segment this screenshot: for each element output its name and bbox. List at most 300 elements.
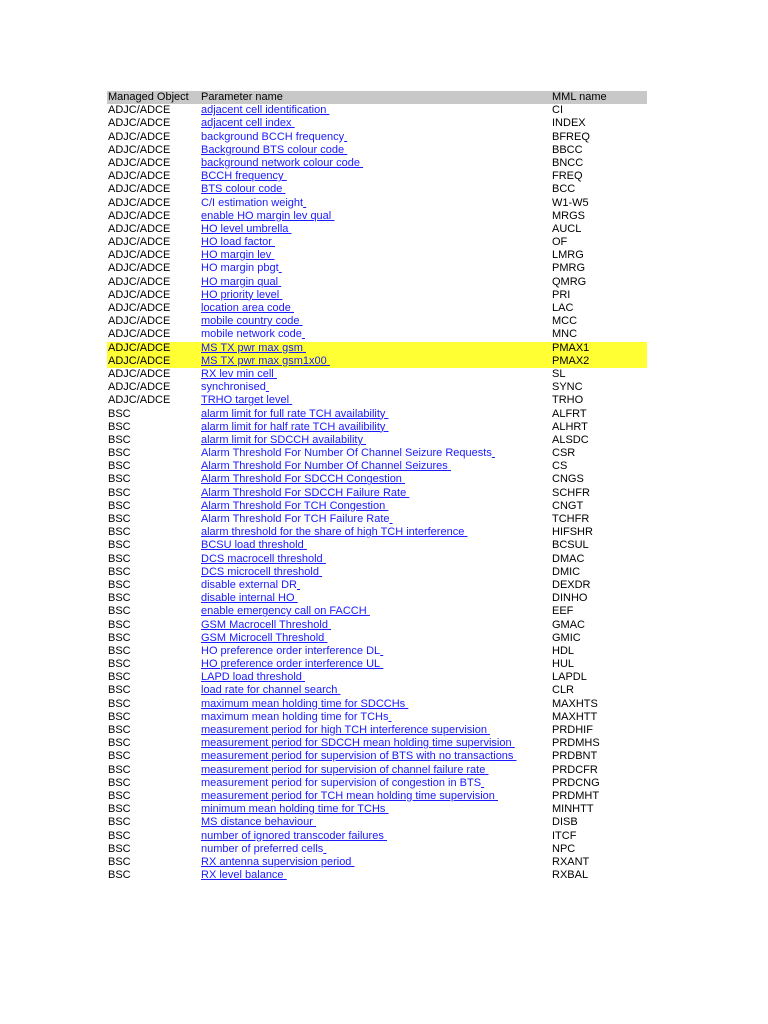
parameter-name-link[interactable] (201, 421, 388, 434)
managed-object-cell: BSC (108, 724, 131, 736)
parameter-name-text[interactable]: GSM Macrocell Threshold (201, 618, 328, 631)
mml-name-cell: MAXHTS (552, 697, 598, 710)
table-row (107, 632, 647, 645)
parameter-name-text[interactable]: measurement period for high TCH interference supervision (201, 724, 487, 736)
managed-object-cell: BSC (108, 671, 131, 684)
parameter-name-text[interactable]: RX lev min cell (201, 367, 274, 380)
managed-object-cell: BSC (108, 816, 131, 829)
mml-name-cell: CS (552, 460, 568, 473)
parameter-name-text[interactable]: number of ignored transcoder failures (201, 829, 384, 842)
parameter-name-link[interactable] (201, 183, 285, 196)
parameter-name-text[interactable]: background BCCH frequency (201, 130, 345, 143)
parameter-name-text[interactable]: Alarm Threshold For TCH Failure Rate (201, 513, 390, 525)
managed-object-cell: ADJC/ADCE (108, 381, 171, 394)
table-row (107, 144, 647, 157)
parameter-name-link[interactable] (201, 262, 282, 275)
mml-name-cell: MNC (552, 328, 578, 341)
table-row (107, 315, 647, 328)
parameter-name-text[interactable]: mobile network code (201, 328, 302, 341)
mml-name-cell: CLR (552, 684, 575, 697)
managed-object-cell: ADJC/ADCE (108, 117, 171, 130)
table-row (107, 355, 647, 368)
parameter-name-link[interactable] (201, 197, 306, 210)
parameter-name-link[interactable] (201, 302, 294, 315)
parameter-name-text[interactable]: GSM Microcell Threshold (201, 631, 325, 644)
managed-object-cell: BSC (108, 842, 131, 855)
parameter-name-link[interactable] (201, 104, 329, 117)
managed-object-cell: ADJC/ADCE (108, 341, 171, 354)
managed-object-cell: BSC (108, 750, 131, 763)
parameter-name-link[interactable] (201, 632, 327, 645)
managed-object-cell: ADJC/ADCE (108, 209, 171, 222)
parameter-name-link[interactable] (201, 803, 388, 816)
mml-name-cell: SL (552, 367, 566, 380)
parameter-name-text[interactable]: maximum mean holding time for TCHs (201, 710, 389, 723)
parameter-name-link[interactable] (201, 711, 392, 724)
parameter-name-text[interactable]: HO margin lev (201, 249, 272, 262)
managed-object-cell: BSC (108, 407, 131, 420)
table-row (107, 724, 647, 737)
table-row (107, 526, 647, 539)
parameter-name-link[interactable] (201, 856, 355, 869)
table-row (107, 843, 647, 856)
mml-name-cell: HUL (552, 658, 575, 671)
mml-name-cell: CSR (552, 447, 576, 460)
parameter-name-text[interactable]: Alarm Threshold For SDCCH Congestion (201, 473, 402, 486)
mml-name-cell: EEF (552, 605, 574, 618)
mml-name-cell: PMRG (552, 262, 585, 275)
mml-name-cell: PMAX1 (552, 341, 590, 354)
table-row (107, 104, 647, 117)
table-row (107, 619, 647, 632)
table-row (107, 553, 647, 566)
mml-name-cell: PRDCFR (552, 763, 598, 776)
parameter-name-link[interactable] (201, 394, 292, 407)
parameter-name-link[interactable] (201, 605, 370, 618)
managed-object-cell: BSC (108, 539, 131, 552)
managed-object-cell: ADJC/ADCE (108, 315, 171, 328)
mml-name-cell: GMAC (552, 618, 585, 631)
parameter-name-link[interactable] (201, 843, 326, 856)
mml-name-cell: FREQ (552, 170, 583, 183)
parameter-name-link[interactable] (201, 315, 303, 328)
table-row (107, 328, 647, 341)
parameter-name-link[interactable] (201, 473, 405, 486)
parameter-name-link[interactable] (201, 684, 340, 697)
parameter-name-link[interactable] (201, 645, 383, 658)
managed-object-cell: ADJC/ADCE (108, 288, 171, 301)
parameter-name-link[interactable] (201, 276, 281, 289)
parameter-name-link[interactable] (201, 777, 484, 790)
parameter-name-link[interactable] (201, 210, 334, 223)
parameter-name-link[interactable] (201, 223, 291, 236)
managed-object-cell: BSC (108, 433, 131, 446)
parameter-name-text[interactable]: load rate for channel search (201, 684, 338, 697)
table-row (107, 183, 647, 196)
parameter-name-text[interactable]: TRHO target level (201, 394, 290, 407)
table-row (107, 764, 647, 777)
managed-object-cell: BSC (108, 697, 131, 710)
parameter-name-text[interactable]: adjacent cell identification (201, 104, 327, 117)
parameter-name-link[interactable] (201, 460, 451, 473)
parameter-name-link[interactable] (201, 513, 393, 526)
parameter-name-text[interactable]: disable internal HO (201, 592, 295, 605)
parameter-name-text[interactable]: synchronised (201, 381, 266, 394)
mml-name-cell: RXBAL (552, 869, 589, 882)
table-header-row (107, 91, 647, 104)
parameter-name-link[interactable] (201, 737, 515, 750)
mml-name-cell: ALHRT (552, 420, 588, 433)
mml-name-cell: PRDCNG (552, 776, 600, 789)
parameter-name-link[interactable] (201, 592, 298, 605)
managed-object-cell: BSC (108, 776, 131, 789)
managed-object-cell: BSC (108, 605, 131, 618)
parameter-name-link[interactable] (201, 764, 488, 777)
parameter-name-text[interactable]: background network colour code (201, 156, 360, 169)
parameter-name-text[interactable]: mobile country code (201, 315, 300, 328)
mml-name-cell: SYNC (552, 381, 583, 394)
mml-name-cell: OF (552, 236, 568, 249)
parameter-name-text[interactable]: C/I estimation weight (201, 196, 304, 209)
mml-name-cell: MCC (552, 315, 578, 328)
parameter-name-link[interactable] (201, 619, 331, 632)
managed-object-cell: ADJC/ADCE (108, 156, 171, 169)
table-row (107, 803, 647, 816)
managed-object-cell: BSC (108, 763, 131, 776)
parameter-name-text[interactable]: HO margin qual (201, 275, 279, 288)
mml-name-cell: CNGT (552, 499, 584, 512)
parameter-name-link[interactable] (201, 236, 275, 249)
table-row (107, 605, 647, 618)
table-row (107, 262, 647, 275)
parameter-name-link[interactable] (201, 144, 347, 157)
table-row (107, 671, 647, 684)
mml-name-cell: MINHTT (552, 803, 594, 816)
table-row (107, 513, 647, 526)
mml-name-cell: INDEX (552, 117, 586, 130)
parameter-name-link[interactable] (201, 381, 269, 394)
mml-name-cell: PRDHIF (552, 724, 593, 736)
parameter-name-link[interactable] (201, 579, 300, 592)
managed-object-cell: BSC (108, 855, 131, 868)
managed-object-cell: ADJC/ADCE (108, 236, 171, 249)
managed-object-cell: BSC (108, 592, 131, 605)
table-row (107, 197, 647, 210)
column-header-mml-name: MML name (552, 91, 607, 103)
table-row (107, 566, 647, 579)
parameter-name-text[interactable]: MS distance behaviour (201, 816, 313, 829)
parameter-name-link[interactable] (201, 698, 408, 711)
parameter-name-text[interactable]: alarm threshold for the share of high TCH interference (201, 526, 465, 539)
managed-object-cell: BSC (108, 829, 131, 842)
parameter-name-text[interactable]: MS TX pwr max gsm1x00 (201, 354, 327, 367)
table-row (107, 342, 647, 355)
parameter-name-link[interactable] (201, 487, 409, 500)
parameter-name-text[interactable]: measurement period for SDCCH mean holding time supervision (201, 737, 512, 750)
mml-name-cell: PMAX2 (552, 354, 590, 367)
table-row (107, 434, 647, 447)
table-row (107, 869, 647, 882)
column-header-managed-object: Managed Object (108, 91, 189, 103)
mml-name-cell: W1-W5 (552, 196, 589, 209)
table-row (107, 460, 647, 473)
mml-name-cell: BCSUL (552, 539, 589, 552)
parameter-name-text[interactable]: alarm limit for half rate TCH availibility (201, 420, 386, 433)
mml-name-cell: GMIC (552, 631, 581, 644)
parameter-name-text[interactable]: Alarm Threshold For TCH Congestion (201, 499, 386, 512)
managed-object-cell: ADJC/ADCE (108, 170, 171, 183)
parameter-name-link[interactable] (201, 750, 517, 763)
parameter-name-link[interactable] (201, 131, 347, 144)
parameter-name-link[interactable] (201, 566, 322, 579)
mml-name-cell: BNCC (552, 156, 584, 169)
parameter-name-link[interactable] (201, 658, 383, 671)
managed-object-cell: BSC (108, 631, 131, 644)
parameter-name-text[interactable]: measurement period for supervision of channel failure rate (201, 763, 486, 776)
mml-name-cell: PRDMHT (552, 789, 600, 802)
managed-object-cell: BSC (108, 644, 131, 657)
table-row (107, 289, 647, 302)
managed-object-cell: ADJC/ADCE (108, 328, 171, 341)
parameter-name-link[interactable] (201, 724, 490, 737)
parameter-name-text[interactable]: BTS colour code (201, 183, 283, 196)
managed-object-cell: ADJC/ADCE (108, 367, 171, 380)
parameter-name-text[interactable]: BCCH frequency (201, 170, 284, 183)
managed-object-cell: ADJC/ADCE (108, 183, 171, 196)
table-row (107, 645, 647, 658)
parameter-name-text[interactable]: LAPD load threshold (201, 671, 302, 684)
mml-name-cell: DMIC (552, 565, 581, 578)
managed-object-cell: ADJC/ADCE (108, 130, 171, 143)
parameter-name-text[interactable]: Alarm Threshold For SDCCH Failure Rate (201, 486, 407, 499)
parameter-table (107, 91, 647, 882)
mml-name-cell: SCHFR (552, 486, 590, 499)
managed-object-cell: ADJC/ADCE (108, 302, 171, 314)
parameter-name-link[interactable] (201, 170, 287, 183)
managed-object-cell: ADJC/ADCE (108, 196, 171, 209)
table-row (107, 223, 647, 236)
mml-name-cell: BBCC (552, 143, 583, 156)
mml-name-cell: LAC (552, 302, 574, 314)
mml-name-cell: AUCL (552, 222, 582, 235)
table-row (107, 131, 647, 144)
mml-name-cell: DMAC (552, 552, 585, 565)
parameter-name-link[interactable] (201, 355, 330, 368)
managed-object-cell: BSC (108, 499, 131, 512)
mml-name-cell: ALFRT (552, 407, 587, 420)
mml-name-cell: HDL (552, 644, 575, 657)
table-row (107, 394, 647, 407)
managed-object-cell: ADJC/ADCE (108, 394, 171, 407)
parameter-name-text[interactable]: MS TX pwr max gsm (201, 341, 303, 354)
table-row (107, 737, 647, 750)
managed-object-cell: BSC (108, 618, 131, 631)
table-row (107, 302, 647, 315)
table-row (107, 210, 647, 223)
table-row (107, 276, 647, 289)
parameter-name-link[interactable] (201, 553, 326, 566)
parameter-name-text[interactable]: adjacent cell index (201, 117, 292, 130)
managed-object-cell: ADJC/ADCE (108, 222, 171, 235)
managed-object-cell: ADJC/ADCE (108, 275, 171, 288)
table-row (107, 539, 647, 552)
managed-object-cell: ADJC/ADCE (108, 354, 171, 367)
parameter-name-text[interactable]: measurement period for supervision of congestion in BTS (201, 776, 482, 789)
parameter-name-text[interactable]: RX level balance (201, 869, 284, 882)
mml-name-cell: DISB (552, 816, 578, 829)
parameter-name-link[interactable] (201, 157, 363, 170)
mml-name-cell: BCC (552, 183, 576, 196)
table-row (107, 473, 647, 486)
table-row (107, 381, 647, 394)
table-body (107, 104, 647, 882)
parameter-name-text[interactable]: location area code (201, 302, 291, 314)
parameter-name-text[interactable]: Background BTS colour code (201, 143, 345, 156)
table-row (107, 830, 647, 843)
mml-name-cell: TCHFR (552, 513, 590, 525)
parameter-name-link[interactable] (201, 328, 305, 341)
parameter-name-link[interactable] (201, 790, 498, 803)
table-row (107, 684, 647, 697)
mml-name-cell: TRHO (552, 394, 584, 407)
parameter-name-text[interactable]: HO margin pbgt (201, 262, 279, 275)
managed-object-cell: ADJC/ADCE (108, 249, 171, 262)
table-row (107, 447, 647, 460)
parameter-name-text[interactable]: measurement period for supervision of BTS with no transactions (201, 750, 514, 763)
managed-object-cell: BSC (108, 552, 131, 565)
table-row (107, 816, 647, 829)
managed-object-cell: BSC (108, 658, 131, 671)
parameter-name-text[interactable]: enable HO margin lev qual (201, 209, 332, 222)
managed-object-cell: ADJC/ADCE (108, 262, 171, 275)
mml-name-cell: ITCF (552, 829, 577, 842)
mml-name-cell: DINHO (552, 592, 588, 605)
table-row (107, 421, 647, 434)
managed-object-cell: BSC (108, 737, 131, 750)
parameter-name-link[interactable] (201, 249, 274, 262)
table-row (107, 658, 647, 671)
managed-object-cell: BSC (108, 447, 131, 460)
parameter-name-link[interactable] (201, 671, 305, 684)
mml-name-cell: PRI (552, 288, 571, 301)
table-row (107, 579, 647, 592)
mml-name-cell: LMRG (552, 249, 584, 262)
parameter-name-text[interactable]: disable external DR (201, 578, 297, 591)
managed-object-cell: BSC (108, 578, 131, 591)
parameter-name-link[interactable] (201, 816, 316, 829)
table-row (107, 408, 647, 421)
managed-object-cell: BSC (108, 460, 131, 473)
managed-object-cell: BSC (108, 486, 131, 499)
parameter-name-text[interactable]: measurement period for TCH mean holding time supervision (201, 789, 495, 802)
mml-name-cell: RXANT (552, 855, 590, 868)
parameter-name-text[interactable]: HO preference order interference UL (201, 658, 381, 671)
column-header-parameter-name: Parameter name (201, 91, 283, 103)
table-row (107, 856, 647, 869)
parameter-name-text[interactable]: DCS microcell threshold (201, 565, 319, 578)
parameter-name-link[interactable] (201, 408, 388, 421)
mml-name-cell: LAPDL (552, 671, 587, 684)
managed-object-cell: BSC (108, 710, 131, 723)
parameter-name-text[interactable]: enable emergency call on FACCH (201, 605, 367, 618)
parameter-name-text[interactable]: Alarm Threshold For Number Of Channel Seizures (201, 460, 448, 473)
table-row (107, 592, 647, 605)
mml-name-cell: HIFSHR (552, 526, 593, 539)
table-row (107, 500, 647, 513)
parameter-name-link[interactable] (201, 500, 388, 513)
managed-object-cell: BSC (108, 473, 131, 486)
table-row (107, 236, 647, 249)
table-row (107, 777, 647, 790)
parameter-name-link[interactable] (201, 289, 282, 302)
mml-name-cell: DEXDR (552, 578, 591, 591)
managed-object-cell: BSC (108, 420, 131, 433)
mml-name-cell: MAXHTT (552, 710, 598, 723)
mml-name-cell: ALSDC (552, 433, 589, 446)
parameter-name-link[interactable] (201, 526, 467, 539)
parameter-name-text[interactable]: maximum mean holding time for SDCCHs (201, 697, 406, 710)
mml-name-cell: NPC (552, 842, 576, 855)
parameter-name-text[interactable]: DCS macrocell threshold (201, 552, 323, 565)
parameter-name-link[interactable] (201, 869, 287, 882)
parameter-name-link[interactable] (201, 117, 295, 130)
parameter-name-link[interactable] (201, 342, 306, 355)
table-row (107, 790, 647, 803)
managed-object-cell: ADJC/ADCE (108, 143, 171, 156)
parameter-name-text[interactable]: alarm limit for SDCCH availability (201, 433, 363, 446)
managed-object-cell: BSC (108, 803, 131, 816)
parameter-name-text[interactable]: number of preferred cells (201, 842, 324, 855)
parameter-name-text[interactable]: RX antenna supervision period (201, 855, 352, 868)
parameter-name-text[interactable]: Alarm Threshold For Number Of Channel Seizure Requests (201, 447, 492, 460)
mml-name-cell: QMRG (552, 275, 587, 288)
mml-name-cell: MRGS (552, 209, 585, 222)
table-row (107, 750, 647, 763)
managed-object-cell: BSC (108, 869, 131, 882)
managed-object-cell: BSC (108, 565, 131, 578)
mml-name-cell: BFREQ (552, 130, 590, 143)
managed-object-cell: BSC (108, 684, 131, 697)
mml-name-cell: CNGS (552, 473, 584, 486)
parameter-name-text[interactable]: minimum mean holding time for TCHs (201, 803, 386, 816)
parameter-name-text[interactable]: HO level umbrella (201, 222, 289, 235)
table-row (107, 249, 647, 262)
parameter-name-text[interactable]: BCSU load threshold (201, 539, 304, 552)
parameter-name-text[interactable]: HO priority level (201, 288, 280, 301)
mml-name-cell: PRDMHS (552, 737, 600, 750)
table-row (107, 711, 647, 724)
parameter-name-text[interactable]: alarm limit for full rate TCH availability (201, 407, 386, 420)
managed-object-cell: BSC (108, 526, 131, 539)
parameter-name-text[interactable]: HO preference order interference DL (201, 644, 381, 657)
parameter-name-link[interactable] (201, 830, 387, 843)
parameter-name-link[interactable] (201, 434, 366, 447)
managed-object-cell: ADJC/ADCE (108, 104, 171, 117)
mml-name-cell: PRDBNT (552, 750, 598, 763)
table-row (107, 117, 647, 130)
parameter-name-text[interactable]: HO load factor (201, 236, 272, 249)
parameter-name-link[interactable] (201, 447, 495, 460)
managed-object-cell: BSC (108, 789, 131, 802)
parameter-name-link[interactable] (201, 368, 277, 381)
table-row (107, 368, 647, 381)
table-row (107, 157, 647, 170)
table-row (107, 487, 647, 500)
table-row (107, 698, 647, 711)
mml-name-cell: CI (552, 104, 563, 117)
table-row (107, 170, 647, 183)
parameter-name-link[interactable] (201, 539, 307, 552)
